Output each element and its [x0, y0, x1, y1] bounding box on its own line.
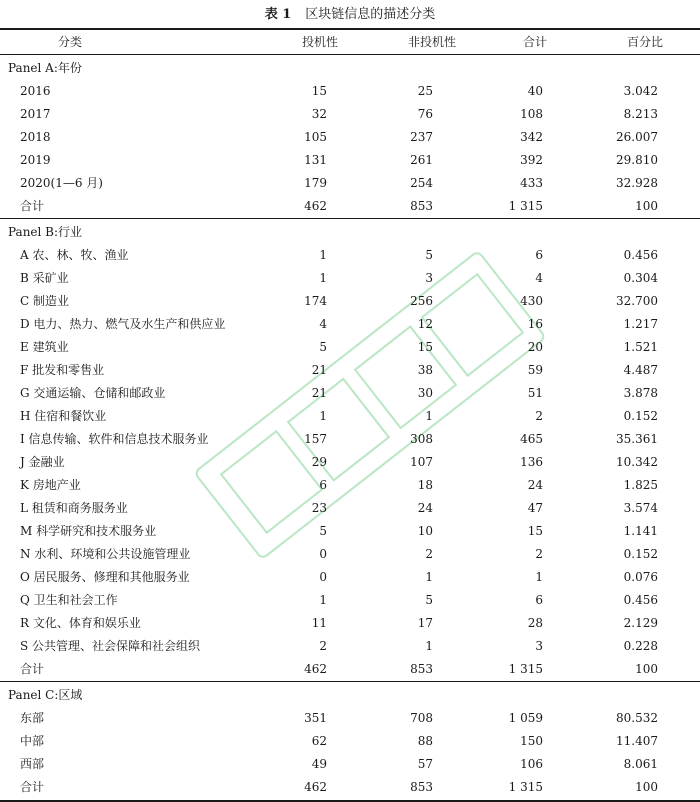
table-row: [0, 336, 700, 359]
panel-label: [0, 684, 700, 707]
row-value: 2: [535, 547, 543, 561]
row-value: 5: [425, 248, 433, 262]
row-value: 28: [527, 616, 543, 630]
row-value: 2: [319, 639, 327, 653]
row-label: M 科学研究和技术服务业: [20, 524, 157, 538]
row-label: Q 卫生和社会工作: [20, 593, 118, 607]
row-label: 合计: [20, 199, 45, 213]
row-value: 6: [535, 593, 543, 607]
row-value: 1: [425, 409, 433, 423]
row-value: 0: [319, 570, 327, 584]
row-label: 中部: [20, 734, 45, 748]
row-value: 21: [311, 363, 327, 377]
row-label: O 居民服务、修理和其他服务业: [20, 570, 190, 584]
row-value: 24: [417, 501, 433, 515]
row-value: 392: [520, 153, 543, 167]
row-label: H 住宿和餐饮业: [20, 409, 107, 423]
row-value: 88: [417, 734, 433, 748]
row-value: 853: [410, 662, 433, 676]
row-value: 38: [417, 363, 433, 377]
row-value: 3: [425, 271, 433, 285]
row-value: 12: [417, 317, 433, 331]
row-value: 0.456: [623, 593, 658, 607]
table-row: [0, 497, 700, 520]
row-value: 179: [304, 176, 327, 190]
row-label: 2019: [20, 153, 51, 167]
row-value: 26.007: [616, 130, 658, 144]
row-value: 105: [304, 130, 327, 144]
column-header: 分类: [57, 35, 82, 49]
row-label: 合计: [20, 662, 45, 676]
row-label: L 租赁和商务服务业: [20, 501, 128, 515]
row-value: 174: [304, 294, 327, 308]
row-value: 462: [304, 662, 327, 676]
table-row: [0, 405, 700, 428]
row-value: 15: [417, 340, 433, 354]
row-value: 29: [311, 455, 327, 469]
header-row: [0, 31, 700, 54]
row-value: 0.456: [623, 248, 658, 262]
row-value: 106: [520, 757, 543, 771]
row-value: 256: [410, 294, 433, 308]
table-row: [0, 126, 700, 149]
row-value: 32.928: [616, 176, 658, 190]
table-row: [0, 195, 700, 218]
table-row: [0, 149, 700, 172]
row-label: K 房地产业: [20, 478, 81, 492]
row-value: 1: [319, 248, 327, 262]
row-label: 2017: [20, 107, 51, 121]
panel-rule: [0, 681, 700, 682]
row-value: 465: [520, 432, 543, 446]
row-value: 308: [410, 432, 433, 446]
row-value: 0.076: [623, 570, 658, 584]
row-label: 2020(1—6 月): [20, 176, 103, 190]
table-row: [0, 428, 700, 451]
row-value: 2: [425, 547, 433, 561]
row-value: 261: [410, 153, 433, 167]
row-value: 57: [417, 757, 433, 771]
row-label: I 信息传输、软件和信息技术服务业: [20, 432, 209, 446]
row-value: 24: [527, 478, 543, 492]
column-header: 百分比: [626, 35, 663, 49]
row-value: 157: [304, 432, 327, 446]
row-value: 1 315: [508, 780, 543, 794]
row-label: G 交通运输、仓储和邮政业: [20, 386, 166, 400]
row-value: 15: [527, 524, 543, 538]
row-value: 8.213: [623, 107, 658, 121]
row-value: 2: [535, 409, 543, 423]
row-value: 1.825: [623, 478, 658, 492]
row-value: 4.487: [623, 363, 658, 377]
row-value: 254: [410, 176, 433, 190]
row-value: 29.810: [616, 153, 658, 167]
table-row: [0, 566, 700, 589]
table-row: [0, 103, 700, 126]
row-value: 18: [417, 478, 433, 492]
row-value: 59: [527, 363, 543, 377]
row-value: 49: [311, 757, 327, 771]
row-value: 11: [311, 616, 327, 630]
row-value: 136: [520, 455, 543, 469]
row-value: 1: [425, 570, 433, 584]
table-number: 表 1: [264, 7, 292, 22]
row-value: 51: [527, 386, 543, 400]
row-value: 0.152: [623, 547, 658, 561]
row-value: 0.304: [623, 271, 658, 285]
table-top-rule: [0, 28, 700, 30]
row-value: 708: [410, 711, 433, 725]
table-caption: 区块链信息的描述分类: [305, 7, 436, 22]
table-row: [0, 707, 700, 730]
table-row: [0, 612, 700, 635]
row-label: 合计: [20, 780, 45, 794]
column-header: 非投机性: [407, 35, 456, 49]
row-label: F 批发和零售业: [20, 363, 105, 377]
table-row: [0, 290, 700, 313]
row-value: 1 315: [508, 662, 543, 676]
panel-title: Panel B:行业: [8, 225, 83, 239]
column-header: 合计: [522, 35, 547, 49]
row-value: 100: [635, 780, 658, 794]
row-value: 237: [410, 130, 433, 144]
row-value: 430: [520, 294, 543, 308]
row-label: N 水利、环境和公共设施管理业: [20, 547, 191, 561]
row-value: 1.217: [623, 317, 658, 331]
panel-rule: [0, 218, 700, 219]
column-header: 投机性: [301, 35, 338, 49]
table-row: [0, 382, 700, 405]
table-row: [0, 658, 700, 681]
table-row: [0, 776, 700, 799]
header-rule: [0, 54, 700, 55]
row-value: 8.061: [623, 757, 658, 771]
row-value: 0.228: [623, 639, 658, 653]
row-value: 23: [311, 501, 327, 515]
row-value: 0: [319, 547, 327, 561]
row-value: 4: [319, 317, 327, 331]
row-value: 1: [319, 593, 327, 607]
row-value: 20: [527, 340, 543, 354]
row-value: 853: [410, 780, 433, 794]
row-value: 100: [635, 199, 658, 213]
table-row: [0, 474, 700, 497]
row-value: 4: [535, 271, 543, 285]
row-value: 5: [319, 340, 327, 354]
row-value: 11.407: [616, 734, 658, 748]
row-value: 462: [304, 780, 327, 794]
table-row: [0, 730, 700, 753]
row-value: 3: [535, 639, 543, 653]
row-value: 3.574: [623, 501, 658, 515]
row-value: 6: [535, 248, 543, 262]
row-value: 15: [311, 84, 327, 98]
row-value: 5: [425, 593, 433, 607]
table-row: [0, 451, 700, 474]
row-value: 76: [417, 107, 433, 121]
row-value: 150: [520, 734, 543, 748]
row-value: 3.042: [623, 84, 658, 98]
table-bottom-rule: [0, 800, 700, 802]
row-value: 433: [520, 176, 543, 190]
row-value: 40: [527, 84, 543, 98]
row-label: C 制造业: [20, 294, 69, 308]
row-value: 108: [520, 107, 543, 121]
row-value: 462: [304, 199, 327, 213]
row-value: 35.361: [616, 432, 658, 446]
row-label: J 金融业: [20, 455, 65, 469]
panel-title: Panel A:年份: [8, 61, 82, 75]
table-row: [0, 244, 700, 267]
table-row: [0, 359, 700, 382]
table-row: [0, 80, 700, 103]
row-value: 853: [410, 199, 433, 213]
row-label: 东部: [20, 711, 45, 725]
row-value: 47: [527, 501, 543, 515]
table-title: [0, 4, 700, 26]
row-label: A 农、林、牧、渔业: [20, 248, 129, 262]
row-value: 5: [319, 524, 327, 538]
panel-label: [0, 57, 700, 80]
row-value: 25: [417, 84, 433, 98]
row-label: 西部: [20, 757, 45, 771]
panel-title: Panel C:区域: [8, 688, 83, 702]
row-value: 32.700: [616, 294, 658, 308]
row-value: 3.878: [623, 386, 658, 400]
row-label: R 文化、体育和娱乐业: [20, 616, 141, 630]
row-value: 1.141: [623, 524, 658, 538]
row-value: 342: [520, 130, 543, 144]
row-value: 17: [417, 616, 433, 630]
row-value: 1: [425, 639, 433, 653]
row-value: 0.152: [623, 409, 658, 423]
row-value: 32: [311, 107, 327, 121]
row-label: B 采矿业: [20, 271, 69, 285]
table-row: [0, 172, 700, 195]
row-label: S 公共管理、社会保障和社会组织: [20, 639, 201, 653]
row-value: 80.532: [616, 711, 658, 725]
row-value: 30: [417, 386, 433, 400]
row-value: 1: [535, 570, 543, 584]
row-label: D 电力、热力、燃气及水生产和供应业: [20, 317, 226, 331]
row-value: 1 315: [508, 199, 543, 213]
row-value: 16: [527, 317, 543, 331]
row-label: E 建筑业: [20, 340, 69, 354]
row-value: 62: [311, 734, 327, 748]
row-value: 100: [635, 662, 658, 676]
table-row: [0, 543, 700, 566]
row-value: 10.342: [616, 455, 658, 469]
panel-label: [0, 221, 700, 244]
table-row: [0, 520, 700, 543]
row-value: 1.521: [623, 340, 658, 354]
row-value: 10: [417, 524, 433, 538]
row-value: 2.129: [623, 616, 658, 630]
row-value: 1: [319, 271, 327, 285]
table-row: [0, 267, 700, 290]
table-row: [0, 753, 700, 776]
row-value: 1 059: [508, 711, 543, 725]
row-value: 21: [311, 386, 327, 400]
row-value: 131: [304, 153, 327, 167]
table-row: [0, 313, 700, 336]
row-value: 351: [304, 711, 327, 725]
row-value: 1: [319, 409, 327, 423]
row-value: 107: [410, 455, 433, 469]
row-value: 6: [319, 478, 327, 492]
row-label: 2018: [20, 130, 51, 144]
table-row: [0, 589, 700, 612]
row-label: 2016: [20, 84, 51, 98]
table-row: [0, 635, 700, 658]
